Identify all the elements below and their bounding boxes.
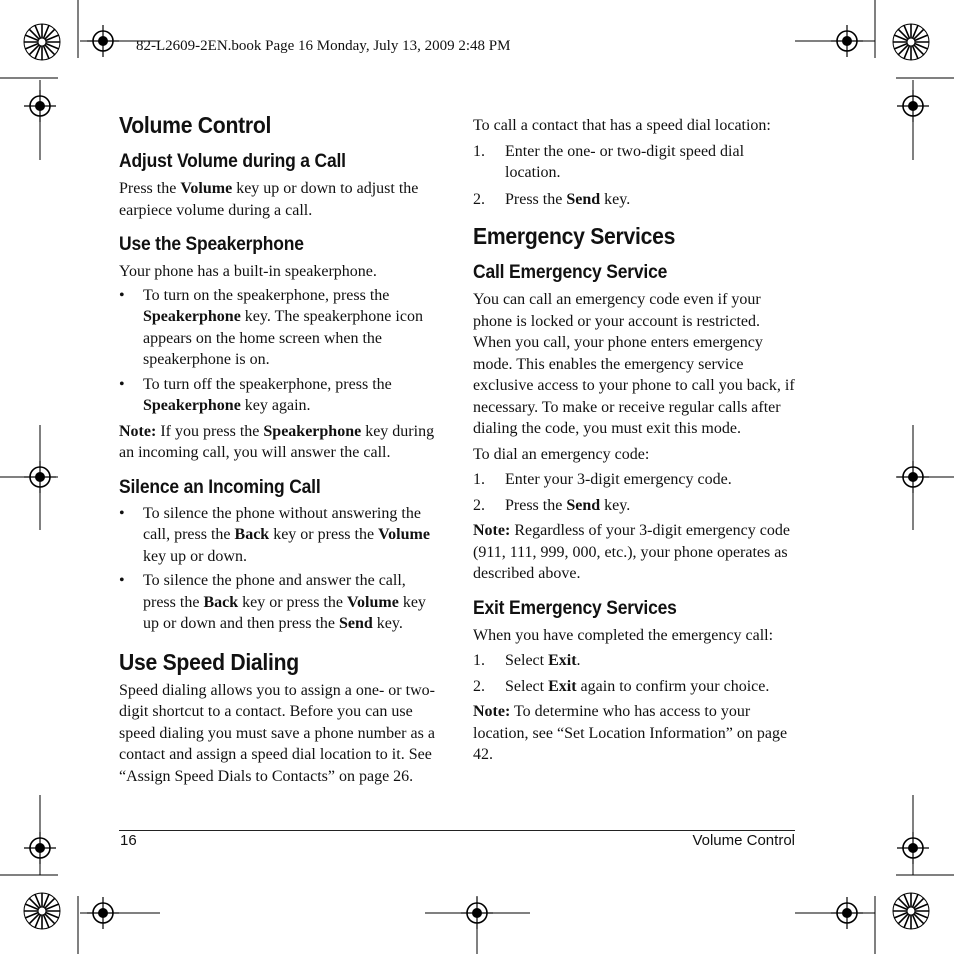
speakerphone-intro: Your phone has a built-in speakerphone. xyxy=(119,263,377,280)
list-item: • To turn off the speakerphone, press the Speakerphone key again. xyxy=(119,375,392,414)
right-column xyxy=(473,115,795,766)
footer-section-title: Volume Control xyxy=(692,832,795,849)
left-column xyxy=(119,112,441,787)
list-item: 2. Press the Send key. xyxy=(473,496,631,514)
heading-emergency-services: Emergency Services xyxy=(473,223,676,249)
heading-volume-control: Volume Control xyxy=(119,112,272,138)
list-item: • To turn on the speakerphone, press the Speakerphone key. The speakerphone icon appears on the home screen when the speakerphone is on. xyxy=(119,286,423,368)
page-number: 16 xyxy=(120,832,137,849)
speakerphone-list xyxy=(119,285,441,417)
heading-speakerphone: Use the Speakerphone xyxy=(119,234,304,255)
footer-rule xyxy=(119,830,795,831)
heading-exit-emergency: Exit Emergency Services xyxy=(473,597,677,619)
speed-dialing-paragraph: Speed dialing allows you to assign a one- or two-digit shortcut to a contact. Before you can use speed dialing you must save a phone number as a contact and assign a speed dial location to it. See “Assign Speed Dials to Contacts” on page 26. xyxy=(119,681,435,785)
list-item: 2. Select Exit again to confirm your choice. xyxy=(473,677,770,695)
exit-steps xyxy=(473,650,795,697)
list-item: • To silence the phone and answer the call, press the Back key or press the Volume key up or down and then press the Send key. xyxy=(119,572,426,632)
list-item: 1. Select Exit. xyxy=(473,652,581,669)
list-item: 2. Press the Send key. xyxy=(473,190,631,208)
dial-intro: To dial an emergency code: xyxy=(473,445,650,463)
heading-silence-call: Silence an Incoming Call xyxy=(119,476,321,498)
adjust-volume-paragraph: Press the Volume key up or down to adjust the earpiece volume during a call. xyxy=(119,180,419,219)
list-item: • To silence the phone without answering the call, press the Back key or press the Volume key up or down. xyxy=(119,504,430,565)
heading-adjust-volume: Adjust Volume during a Call xyxy=(119,151,346,172)
emergency-note: Note: Regardless of your 3-digit emergency code (911, 111, 999, 000, etc.), your phone operates as described above. xyxy=(473,522,790,582)
dial-steps xyxy=(473,469,795,516)
emergency-paragraph: You can call an emergency code even if your phone is locked or your account is restricted. When you call, your phone enters emergency mode. This enables the emergency service exclusive access to your phone to call you back, if necessary. To make or receive regular calls after dialing the code, you must exit this mode. xyxy=(473,291,795,437)
list-item: 1. Enter your 3-digit emergency code. xyxy=(473,471,732,488)
speed-call-intro: To call a contact that has a speed dial location: xyxy=(473,117,771,134)
list-item: 1. Enter the one- or two-digit speed dial location. xyxy=(473,142,745,181)
heading-speed-dialing: Use Speed Dialing xyxy=(119,648,299,675)
speed-call-steps xyxy=(473,141,795,211)
exit-intro: When you have completed the emergency call: xyxy=(473,626,774,644)
silence-list xyxy=(119,503,441,635)
heading-call-emergency: Call Emergency Service xyxy=(473,262,668,283)
exit-note: Note: To determine who has access to your location, see “Set Location Information” on page 42. xyxy=(473,703,788,763)
speakerphone-note: Note: If you press the Speakerphone key during an incoming call, you will answer the call. xyxy=(119,422,435,461)
file-stamp: 82-L2609-2EN.book Page 16 Monday, July 13, 2009 2:48 PM xyxy=(136,38,511,54)
